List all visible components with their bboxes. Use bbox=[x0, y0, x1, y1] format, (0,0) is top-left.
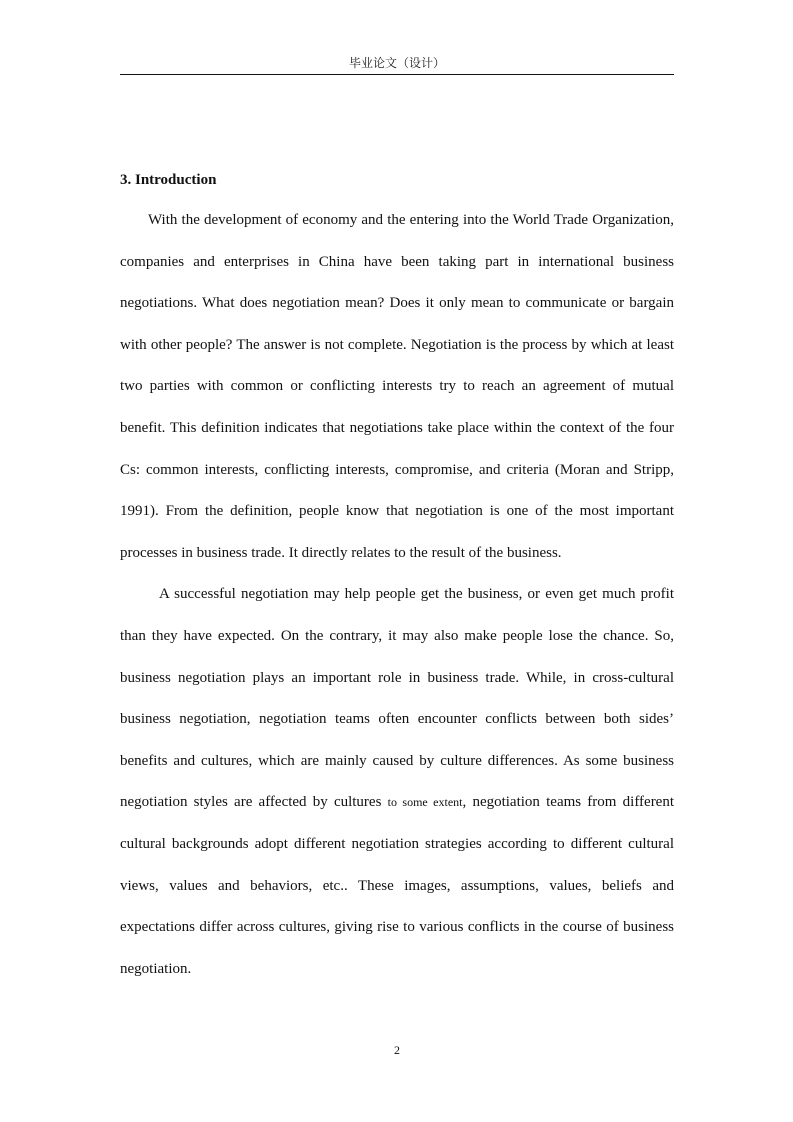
header-rule bbox=[120, 74, 674, 75]
paragraph-2-text-end: , negotiation teams from different cultural backgrounds adopt different negotiation strategies according to different cultural views, values and behaviors, etc.. These images, assumptions, values, beliefs and expectations differ across cultures, giving rise to various conflicts in the course of business negotiation. bbox=[120, 794, 675, 977]
page-number: 2 bbox=[394, 1043, 400, 1057]
section-heading: 3. Introduction bbox=[120, 172, 217, 188]
paragraph-2-small-text: to some extent bbox=[387, 795, 463, 810]
page-header: 毕业论文（设计） bbox=[348, 56, 445, 70]
paragraph-2-text-start: A successful negotiation may help people get the business, or even get much profit than they have expected. On the contrary, it may also make people lose the chance. So, business negotiation plays an important role in business trade. While, in cross-cultural business negotiation, negotiation teams often encounter conflicts between both sides’ benefits and cultures, which are mainly caused by culture differences. As some business negotiation styles are affected by cultures bbox=[120, 586, 674, 811]
paragraph-1: With the development of economy and the entering into the World Trade Organization, companies and enterprises in China have been taking part in international business negotiations. What does negotiation mean? Does it only mean to communicate or bargain with other people? The answer is not complete. Negotiation is the process by which at least two parties with common or conflicting interests try to reach an agreement of mutual benefit. This definition indicates that negotiations take place within the context of the four Cs: common interests, conflicting interests, compromise, and criteria (Moran and Stripp, 1991). From the definition, people know that negotiation is one of the most important processes in business trade. It directly relates to the result of the business. bbox=[120, 212, 674, 561]
body-text bbox=[120, 200, 674, 990]
paragraph-2 bbox=[120, 574, 674, 990]
